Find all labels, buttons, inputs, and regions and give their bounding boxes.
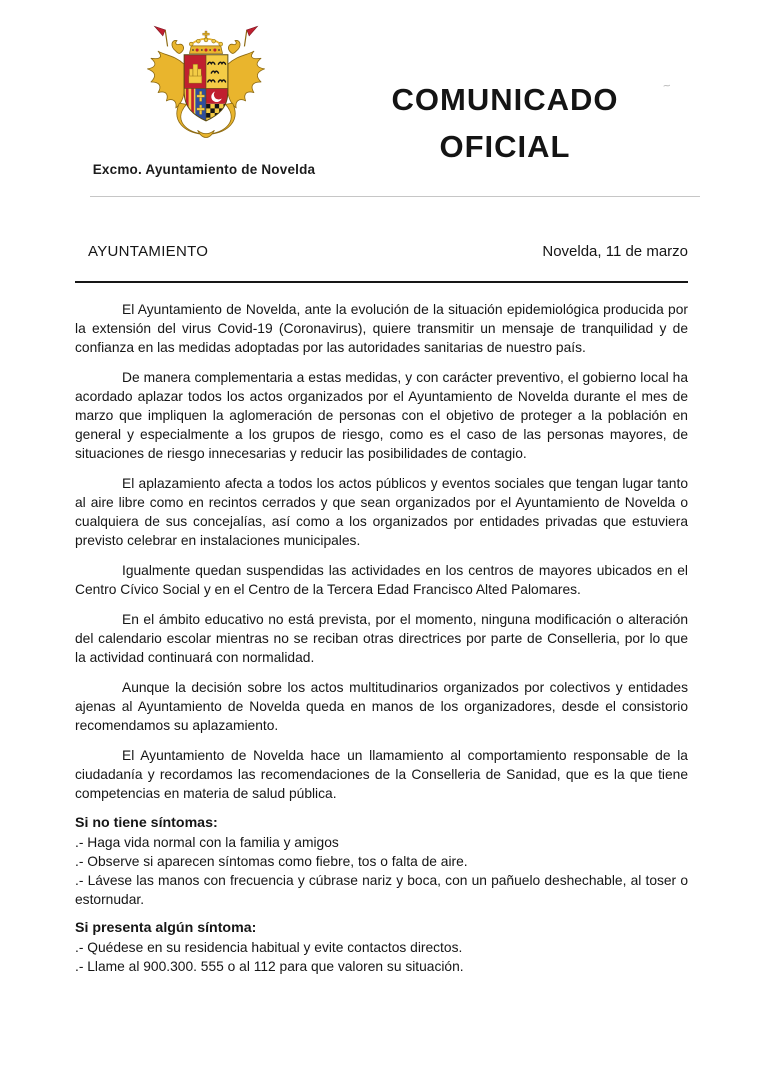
- section-heading-no-symptoms: Si no tiene síntomas:: [75, 815, 218, 831]
- coat-of-arms-novelda: [138, 20, 274, 148]
- paragraph: De manera complementaria a estas medidas, y con carácter preventivo, el gobierno local ha acordado aplazar todos los actos organizados por el Ayuntamiento de Novelda durante el mes de marzo que impliquen la aglomeración de personas con el objetivo de proteger a la población en general y especialmente a los grupos de riesgo, como es el caso de las personas mayores, de situaciones de riesgo innecesarias y reducir las posibilidades de contagio.: [75, 370, 688, 461]
- document-title: [330, 76, 680, 170]
- paragraph: Igualmente quedan suspendidas las actividades en los centros de mayores ubicados en el Centro Cívico Social y en el Centro de la Tercera Edad Francisco Alted Palomares.: [75, 563, 688, 597]
- meta-divider: [75, 281, 688, 283]
- list-item: .- Observe si aparecen síntomas como fiebre, tos o falta de aire.: [75, 854, 468, 869]
- paragraph: El Ayuntamiento de Novelda, ante la evolución de la situación epidemiológica producida por la extensión del virus Covid-19 (Coronavirus), quiere transmitir un mensaje de tranquilidad y de confianza en las medidas adoptadas por las autoridades sanitarias de nuestro país.: [75, 302, 688, 355]
- paragraph: El aplazamiento afecta a todos los actos públicos y eventos sociales que tengan lugar tanto al aire libre como en recintos cerrados y que sean organizados por el Ayuntamiento de Novelda o cualquiera de sus concejalías, así como a los organizados por entidades privadas que estuviera previsto celebrar en instalaciones municipales.: [75, 476, 688, 548]
- org-name: Excmo. Ayuntamiento de Novelda: [92, 162, 316, 177]
- coat-of-arms-icon: [138, 20, 274, 148]
- header-divider: [90, 196, 700, 197]
- crown: [189, 31, 222, 53]
- document-title-line1: COMUNICADO: [391, 82, 619, 117]
- list-item: .- Lávese las manos con frecuencia y cúbrase nariz y boca, con un pañuelo deshechable, al toser o estornudar.: [75, 873, 688, 907]
- section-heading-symptoms: Si presenta algún síntoma:: [75, 920, 257, 936]
- list-item: .- Llame al 900.300. 555 o al 112 para que valoren su situación.: [75, 959, 464, 974]
- paragraph: El Ayuntamiento de Novelda hace un llamamiento al comportamiento responsable de la ciudadanía y recordamos las recomendaciones de la Conselleria de Sanidad, que es la que tiene competencias en materia de salud pública.: [75, 748, 688, 801]
- paragraph: En el ámbito educativo no está prevista, por el momento, ninguna modificación o alteración del calendario escolar mientras no se reciban otras directrices por parte de Conselleria, por lo que la actividad continuará con normalidad.: [75, 612, 688, 665]
- document-title-line2: OFICIAL: [439, 129, 571, 164]
- list-item: .- Haga vida normal con la familia y amigos: [75, 835, 339, 850]
- meta-date: Novelda, 11 de marzo: [542, 243, 688, 260]
- meta-department: AYUNTAMIENTO: [88, 243, 209, 260]
- document-body: [75, 300, 688, 976]
- scan-artifact-mark: ~: [661, 77, 672, 94]
- paragraph: Aunque la decisión sobre los actos multitudinarios organizados por colectivos y entidades ajenas al Ayuntamiento de Novelda queda en manos de los organizadores, desde el consistorio recomendamos su aplazamiento.: [75, 680, 688, 733]
- list-item: .- Quédese en su residencia habitual y evite contactos directos.: [75, 940, 463, 955]
- document-meta-row: [75, 243, 688, 260]
